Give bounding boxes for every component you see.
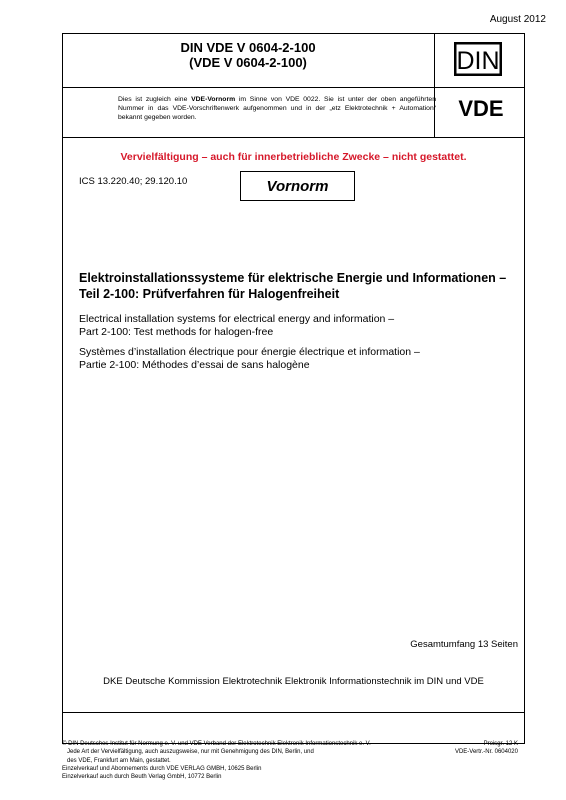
footer-line: des VDE, Frankfurt am Main, gestattet. [62,757,171,764]
document-number [62,40,434,70]
din-logo-text: DIN [456,47,500,75]
german-title [79,270,519,302]
price-group: Preisgr. 12 K [483,741,518,747]
footer-line: Jede Art der Vervielfältigung, auch auszugsweise, nur mit Genehmigung des DIN, Berlin, und [62,749,314,756]
document-number-vde: (VDE V 0604-2-100) [189,55,307,70]
vde-logo [452,96,510,120]
german-title-line2: Teil 2-100: Prüfverfahren für Halogenfreiheit [79,287,340,301]
vde-note-prefix: Dies ist zugleich eine [118,96,192,103]
publication-date: August 2012 [489,14,546,25]
french-title-line1: Systèmes d’installation électrique pour énergie électrique et information – [79,346,420,358]
english-title [79,313,519,339]
document-type-badge: Vornorm [240,171,355,201]
footer-line: Einzelverkauf und Abonnements durch VDE VERLAG GMBH, 10625 Berlin [62,765,262,772]
copy-warning: Vervielfältigung – auch für innerbetriebliche Zwecke – nicht gestattet. [120,151,467,163]
french-title [79,346,519,372]
vde-note [118,95,436,122]
vde-note-suffix: im Sinne von VDE 0022. Sie ist unter der oben angeführten Nummer in das VDE-Vorschriftenwerk aufgenommen und in der „etz Elektrotechnik + Automation“ bekannt gegeben worden. [118,96,436,121]
english-title-line1: Electrical installation systems for electrical energy and information – [79,313,395,325]
english-title-line2: Part 2-100: Test methods for halogen-free [79,326,274,338]
ics-code: ICS 13.220.40; 29.120.10 [79,176,188,187]
german-title-line1: Elektroinstallationssysteme für elektrische Energie und Informationen – [79,271,507,285]
vde-logo-text: VDE [458,96,504,120]
cover-frame [62,33,525,744]
din-logo [452,40,504,78]
document-number-din: DIN VDE V 0604-2-100 [180,40,316,55]
divider-title [62,87,525,88]
copyright-footer [62,740,442,781]
footer-line: © DIN Deutsches Institut für Normung e. V. und VDE Verband der Elektrotechnik Elektronik Informationstechnik e. V. [62,741,371,747]
order-number: VDE-Vertr.-Nr. 0604020 [454,749,518,756]
dke-line: DKE Deutsche Kommission Elektrotechnik Elektronik Informationstechnik im DIN und VDE [103,676,484,687]
vde-note-bold: VDE-Vornorm [191,96,236,103]
divider-footer [62,712,525,713]
price-info [455,740,518,757]
total-pages: Gesamtumfang 13 Seiten [410,639,518,650]
divider-note [62,137,525,138]
footer-line: Einzelverkauf auch durch Beuth Verlag GmbH, 10772 Berlin [62,774,222,781]
french-title-line2: Partie 2-100: Méthodes d’essai de sans halogène [79,359,310,371]
